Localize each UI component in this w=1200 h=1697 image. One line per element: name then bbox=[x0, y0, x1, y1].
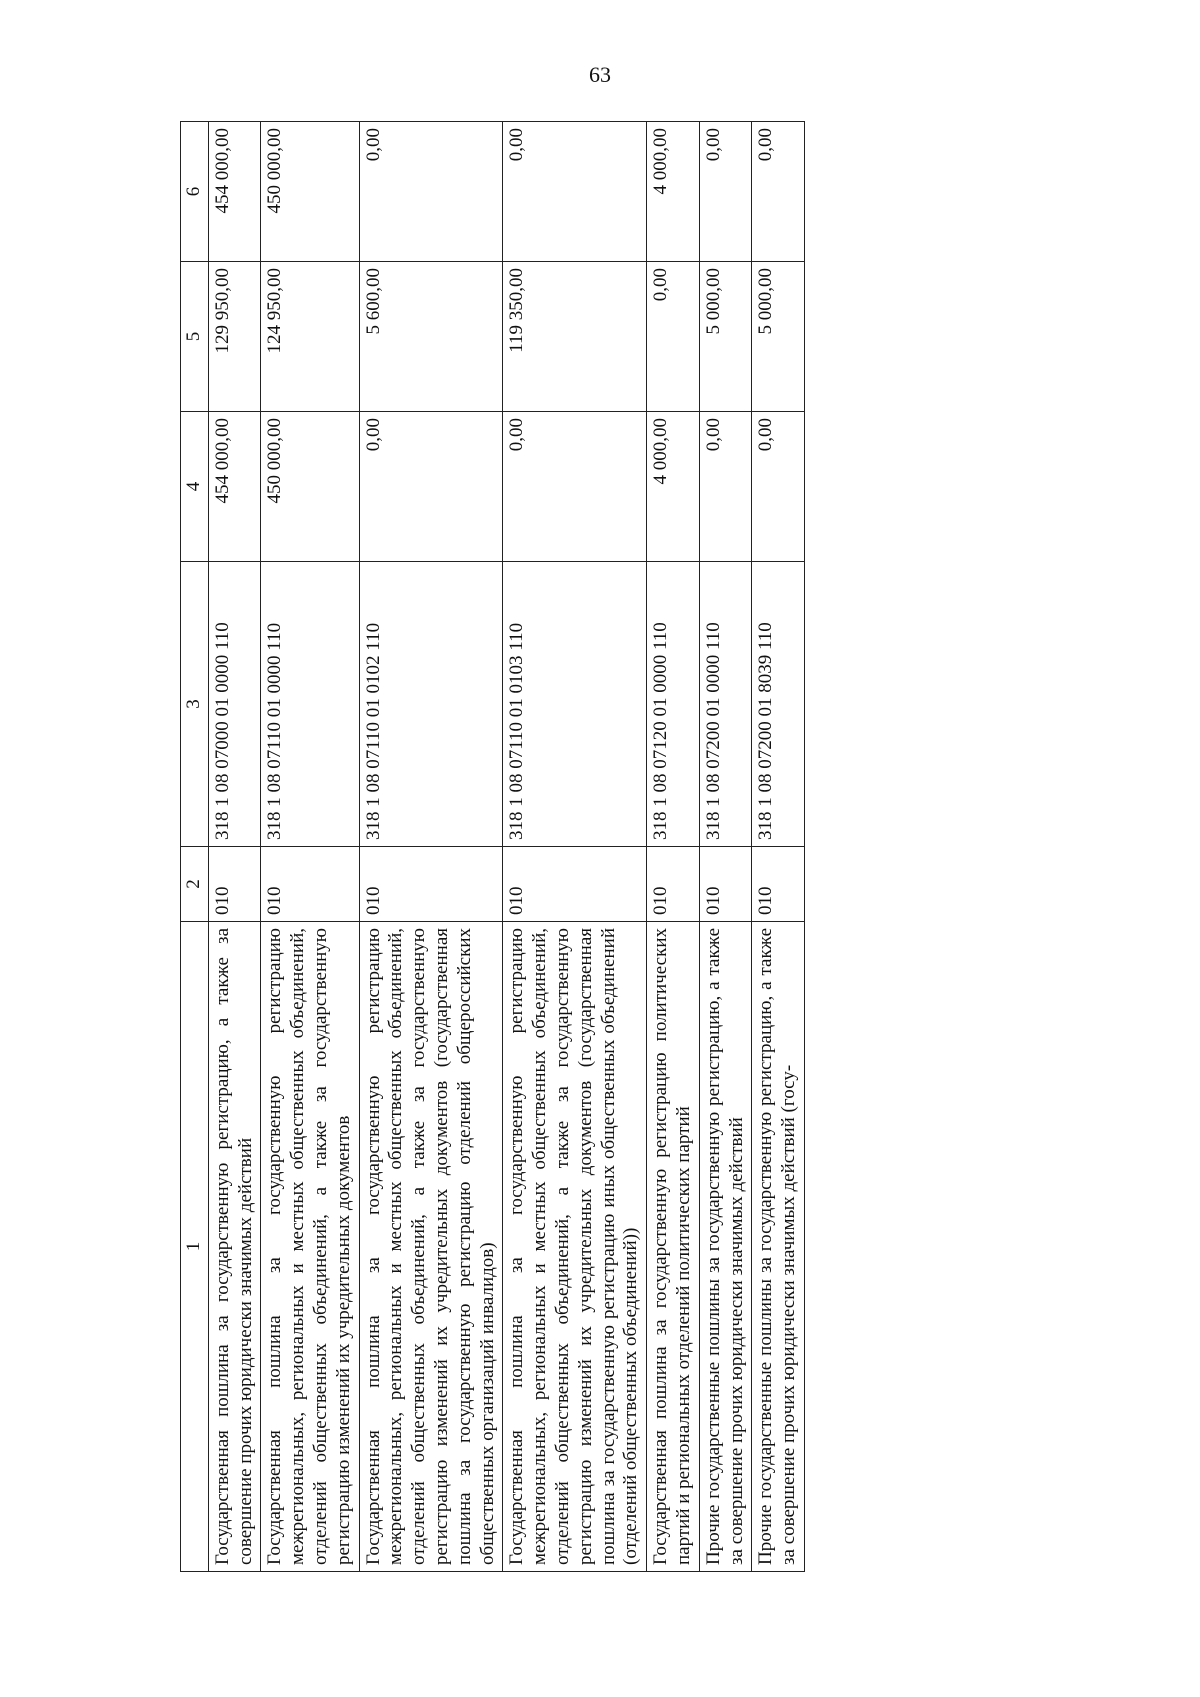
header-row bbox=[181, 122, 209, 1572]
row-line-code: 010 bbox=[208, 847, 261, 922]
row-col4-value: 454 000,00 bbox=[208, 412, 261, 562]
row-col5-value: 124 950,00 bbox=[261, 262, 359, 412]
row-name: Прочие государственные пошлины за государственную регистрацию, а также за совершение прочих юридически значимых действий (госу- bbox=[752, 922, 805, 1572]
row-budget-code: 318 1 08 07200 01 0000 110 bbox=[699, 562, 752, 847]
header-cell: 2 bbox=[181, 847, 209, 922]
row-name: Государственная пошлина за государственную регистрацию политических партий и региональных отделений политических партий bbox=[647, 922, 700, 1572]
row-line-code: 010 bbox=[359, 847, 503, 922]
row-budget-code: 318 1 08 07000 01 0000 110 bbox=[208, 562, 261, 847]
revenue-table bbox=[180, 121, 805, 1572]
row-name: Государственная пошлина за государственную регистрацию межрегиональных, региональных и местных общественных объединений, отделений общественных объединений, а также за государственную регистрацию изменений их учредительных документов (государственная пошлина за государственную регистрацию отделений общероссийских общественных организаций инвалидов) bbox=[359, 922, 503, 1572]
row-col5-value: 5 000,00 bbox=[752, 262, 805, 412]
row-col4-value: 0,00 bbox=[503, 412, 647, 562]
table-row bbox=[208, 122, 261, 1572]
row-col4-value: 0,00 bbox=[752, 412, 805, 562]
row-col5-value: 5 600,00 bbox=[359, 262, 503, 412]
header-cell: 4 bbox=[181, 412, 209, 562]
row-col4-value: 0,00 bbox=[699, 412, 752, 562]
row-budget-code: 318 1 08 07110 01 0102 110 bbox=[359, 562, 503, 847]
row-name: Прочие государственные пошлины за государственную регистрацию, а также за совершение прочих юридически значимых действий bbox=[699, 922, 752, 1572]
row-name: Государственная пошлина за государственную регистрацию межрегиональных, региональных и местных общественных объединений, отделений общественных объединений, а также за государственную регистрацию изменений их учредительных документов (государственная пошлина за государственную регистрацию иных общественных объединений (отделений общественных объединений)) bbox=[503, 922, 647, 1572]
table-row bbox=[699, 122, 752, 1572]
header-cell: 3 bbox=[181, 562, 209, 847]
row-line-code: 010 bbox=[261, 847, 359, 922]
row-col4-value: 450 000,00 bbox=[261, 412, 359, 562]
row-budget-code: 318 1 08 07200 01 8039 110 bbox=[752, 562, 805, 847]
table-row bbox=[261, 122, 359, 1572]
row-col6-value: 450 000,00 bbox=[261, 122, 359, 262]
row-budget-code: 318 1 08 07120 01 0000 110 bbox=[647, 562, 700, 847]
page-number: 63 bbox=[589, 62, 611, 87]
row-line-code: 010 bbox=[503, 847, 647, 922]
row-budget-code: 318 1 08 07110 01 0000 110 bbox=[261, 562, 359, 847]
row-col6-value: 4 000,00 bbox=[647, 122, 700, 262]
table-row bbox=[503, 122, 647, 1572]
header-cell: 6 bbox=[181, 122, 209, 262]
table-row bbox=[359, 122, 503, 1572]
row-line-code: 010 bbox=[752, 847, 805, 922]
row-col6-value: 0,00 bbox=[752, 122, 805, 262]
table-row bbox=[752, 122, 805, 1572]
row-col5-value: 119 350,00 bbox=[503, 262, 647, 412]
rotated-table-wrapper bbox=[180, 122, 1080, 1572]
row-col4-value: 0,00 bbox=[359, 412, 503, 562]
row-col6-value: 454 000,00 bbox=[208, 122, 261, 262]
row-col6-value: 0,00 bbox=[359, 122, 503, 262]
row-col5-value: 0,00 bbox=[647, 262, 700, 412]
row-col5-value: 129 950,00 bbox=[208, 262, 261, 412]
row-line-code: 010 bbox=[699, 847, 752, 922]
row-col5-value: 5 000,00 bbox=[699, 262, 752, 412]
header-cell: 1 bbox=[181, 922, 209, 1572]
row-col6-value: 0,00 bbox=[503, 122, 647, 262]
row-name: Государственная пошлина за государственную регистрацию межрегиональных, региональных и местных общественных объединений, отделений общественных объединений, а также за государственную регистрацию изменений их учредительных документов bbox=[261, 922, 359, 1572]
row-col6-value: 0,00 bbox=[699, 122, 752, 262]
row-budget-code: 318 1 08 07110 01 0103 110 bbox=[503, 562, 647, 847]
row-name: Государственная пошлина за государственную регистрацию, а также за совершение прочих юридически значимых действий bbox=[208, 922, 261, 1572]
table-row bbox=[647, 122, 700, 1572]
row-line-code: 010 bbox=[647, 847, 700, 922]
header-cell: 5 bbox=[181, 262, 209, 412]
row-col4-value: 4 000,00 bbox=[647, 412, 700, 562]
